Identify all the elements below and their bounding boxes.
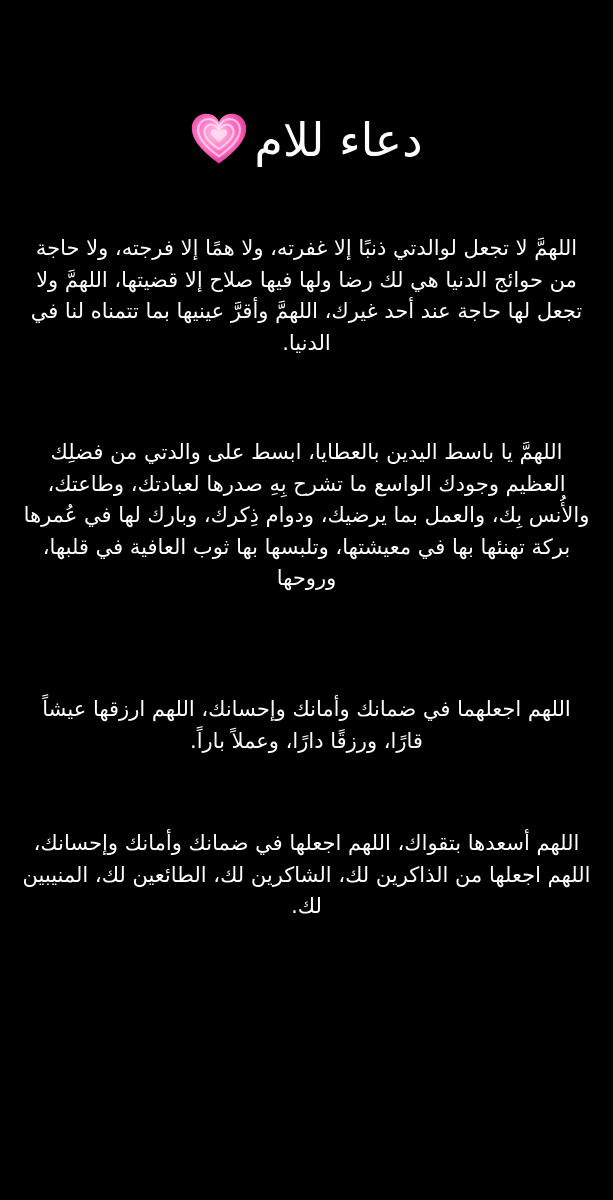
dua-paragraph-4: اللهم أسعدها بتقواك، اللهم اجعلها في ضمانك وأمانك وإحسانك، اللهم اجعلها من الذاكرين لك، الشاكرين لك، الطائعين لك، المنيبين لك. [22,831,591,918]
dua-paragraph-3: اللهم اجعلهما في ضمانك وأمانك وإحسانك، اللهم ارزقها عيشاً قارًا، ورزقًا دارًا، وعملاً باراً. [42,697,571,753]
growing-heart-icon [190,111,248,169]
dua-paragraph-2: اللهمَّ يا باسط اليدين بالعطايا، ابسط على والدتي من فضلِك العظيم وجودك الواسع ما تشرح بِهِ صدرها لعبادتك، وطاعتك، والأُنس بِك، والعمل بما يرضيك، ودوام ذِكرك، وبارك لها في عُمرها بركة تهنئها بها في معيشتها، وتلبسها بها ثوب العافية في قلبها، وروحها [23,440,590,590]
story-title-row [0,100,613,180]
dua-paragraph-1: اللهمَّ لا تجعل لوالدتي ذنبًا إلا غفرته، ولا همًا إلا فرجته، ولا حاجة من حوائج الدنيا هي لك رضا ولها فيها صلاح إلا قضيتها، اللهمَّ ولا تجعل لها حاجة عند أحد غيرك، اللهمَّ وأقرَّ عينيها بما تتمناه لنا في الدنيا. [30,236,583,355]
story-title: دعاء للام [254,113,423,167]
